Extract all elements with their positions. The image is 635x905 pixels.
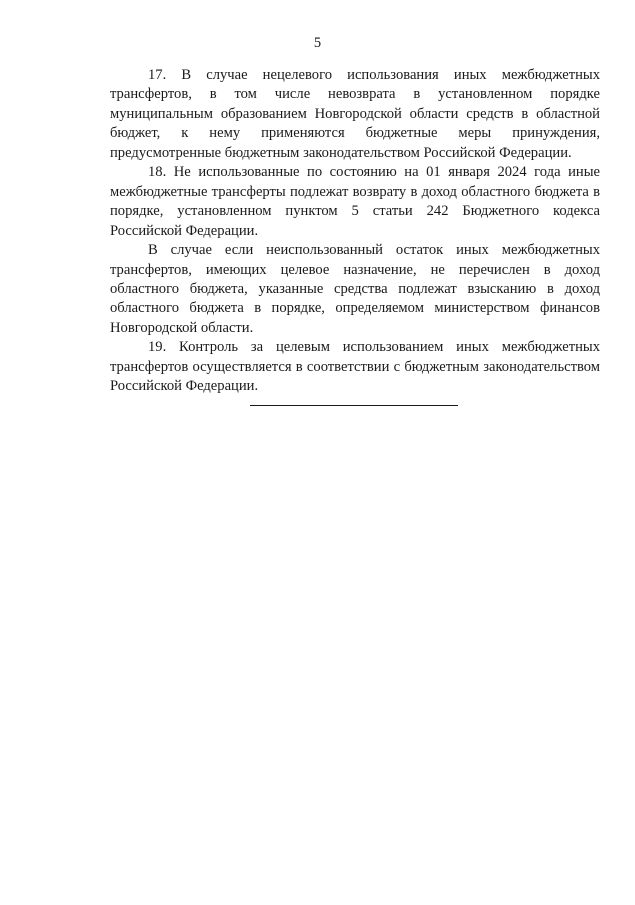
paragraph-18-continuation: В случае если неиспользованный остаток иных межбюджетных трансфертов, имеющих целевое назначение, не перечислен в доход областного бюджета, указанные средства подлежат взысканию в доход областного бюджета в порядке, определяемом министерством финансов Новгородской области. bbox=[110, 242, 600, 336]
end-of-document-rule bbox=[250, 405, 458, 406]
paragraph-18: 18. Не использованные по состоянию на 01 января 2024 года иные межбюджетные трансферты подлежат возврату в доход областного бюджета в порядке, установленном пунктом 5 статьи 242 Бюджетного кодекса Российской Федерации. bbox=[110, 164, 600, 239]
document-body bbox=[110, 66, 600, 397]
paragraph-17: 17. В случае нецелевого использования иных межбюджетных трансфертов, в том числе невозврата в установленном порядке муниципальным образованием Новгородской области средств в областной бюджет, к нему применяются бюджетные меры принуждения, предусмотренные бюджетным законодательством Российской Федерации. bbox=[110, 67, 600, 161]
paragraph-19: 19. Контроль за целевым использованием иных межбюджетных трансфертов осуществляется в соответствии с бюджетным законодательством Российской Федерации. bbox=[110, 339, 600, 395]
page-number: 5 bbox=[313, 35, 322, 51]
